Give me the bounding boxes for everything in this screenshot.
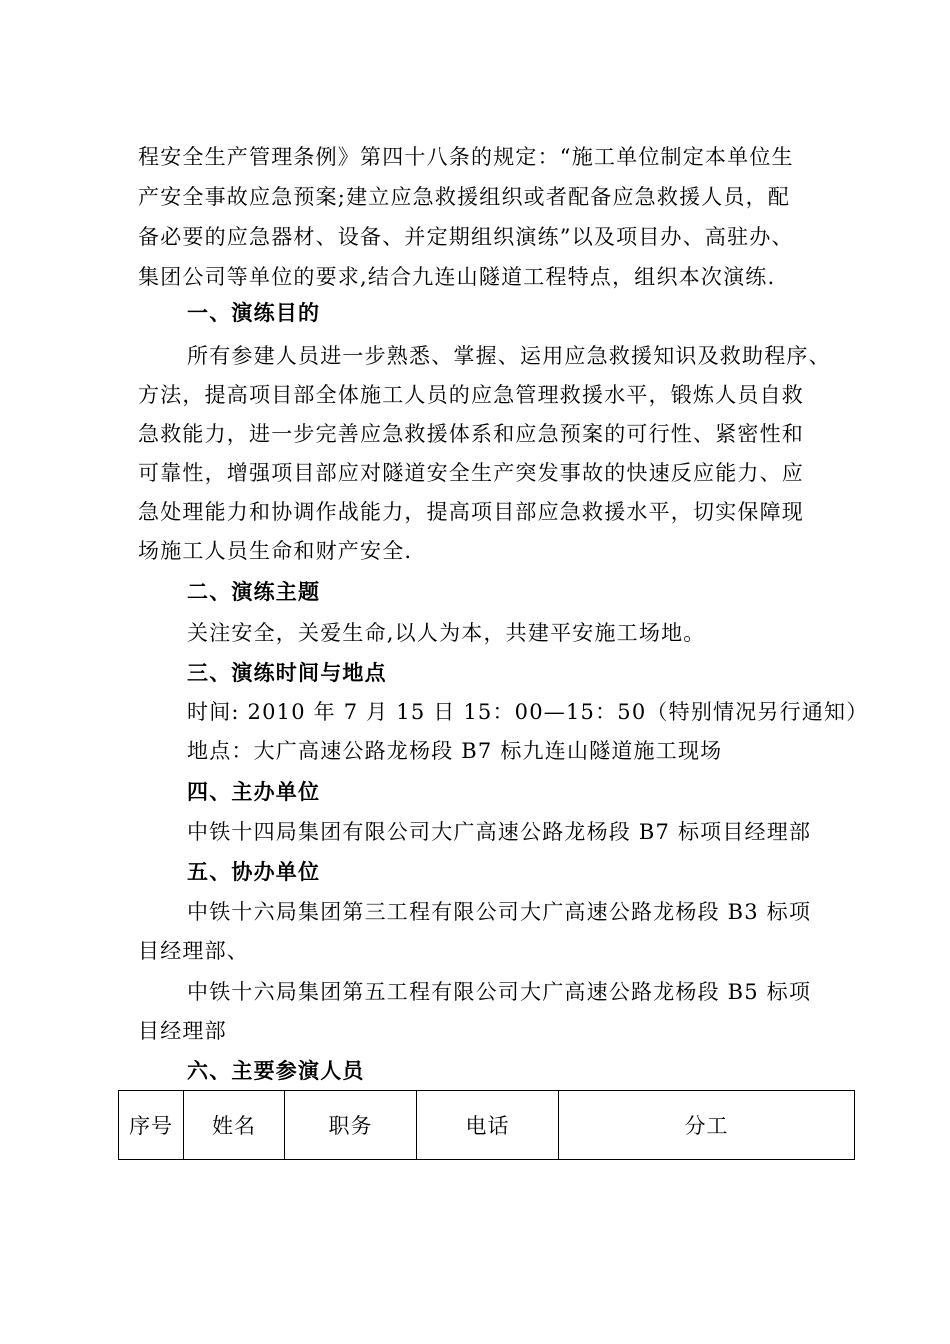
section-6-heading: 六、主要参演人员	[187, 1058, 365, 1083]
section-1-line: 急处理能力和协调作战能力，提高项目部应急救援水平，切实保障现	[138, 500, 804, 524]
intro-line-2: 产安全事故应急预案;建立应急救援组织或者配备应急救援人员，配	[138, 185, 791, 209]
section-1-line: 方法，提高项目部全体施工人员的应急管理救援水平，锻炼人员自救	[138, 383, 804, 407]
section-2-heading: 二、演练主题	[187, 579, 321, 604]
intro-line-3: 备必要的应急器材、设备、并定期组织演练”以及项目办、高驻办、	[138, 225, 794, 249]
section-5-org-1-line-2: 目经理部、	[138, 939, 249, 963]
header-name: 姓名	[184, 1091, 285, 1160]
section-1-line: 所有参建人员进一步熟悉、掌握、运用应急救援知识及救助程序、	[187, 344, 831, 368]
intro-line-4: 集团公司等单位的要求,结合九连山隧道工程特点，组织本次演练.	[138, 265, 776, 289]
intro-line-1: 程安全生产管理条例》第四十八条的规定：“施工单位制定本单位生	[138, 145, 794, 169]
section-5-heading: 五、协办单位	[187, 859, 321, 884]
section-4-text: 中铁十四局集团有限公司大广高速公路龙杨段 B7 标项目经理部	[187, 820, 812, 844]
section-5-org-2-line-2: 目经理部	[138, 1019, 227, 1043]
participants-table	[118, 1090, 855, 1160]
section-3-time: 时间: 2010 年 7 月 15 日 15：00—15：50（特别情况另行通知）	[187, 700, 869, 724]
section-3-heading: 三、演练时间与地点	[187, 660, 387, 685]
section-1-line: 可靠性，增强项目部应对隧道安全生产突发事故的快速反应能力、应	[138, 461, 804, 485]
header-index: 序号	[119, 1091, 184, 1160]
section-2-text: 关注安全，关爱生命,以人为本，共建平安施工场地。	[187, 621, 706, 645]
header-position: 职务	[285, 1091, 417, 1160]
section-1-line: 场施工人员生命和财产安全.	[138, 539, 413, 563]
section-4-heading: 四、主办单位	[187, 779, 321, 804]
header-phone: 电话	[417, 1091, 559, 1160]
table-header-row	[119, 1091, 855, 1160]
section-3-place: 地点：大广高速公路龙杨段 B7 标九连山隧道施工现场	[187, 739, 723, 763]
section-5-org-2-line-1: 中铁十六局集团第五工程有限公司大广高速公路龙杨段 B5 标项	[187, 980, 812, 1004]
header-duty: 分工	[559, 1091, 855, 1160]
section-5-org-1-line-1: 中铁十六局集团第三工程有限公司大广高速公路龙杨段 B3 标项	[187, 900, 812, 924]
section-1-line: 急救能力，进一步完善应急救援体系和应急预案的可行性、紧密性和	[138, 422, 804, 446]
section-1-heading: 一、演练目的	[187, 300, 321, 325]
